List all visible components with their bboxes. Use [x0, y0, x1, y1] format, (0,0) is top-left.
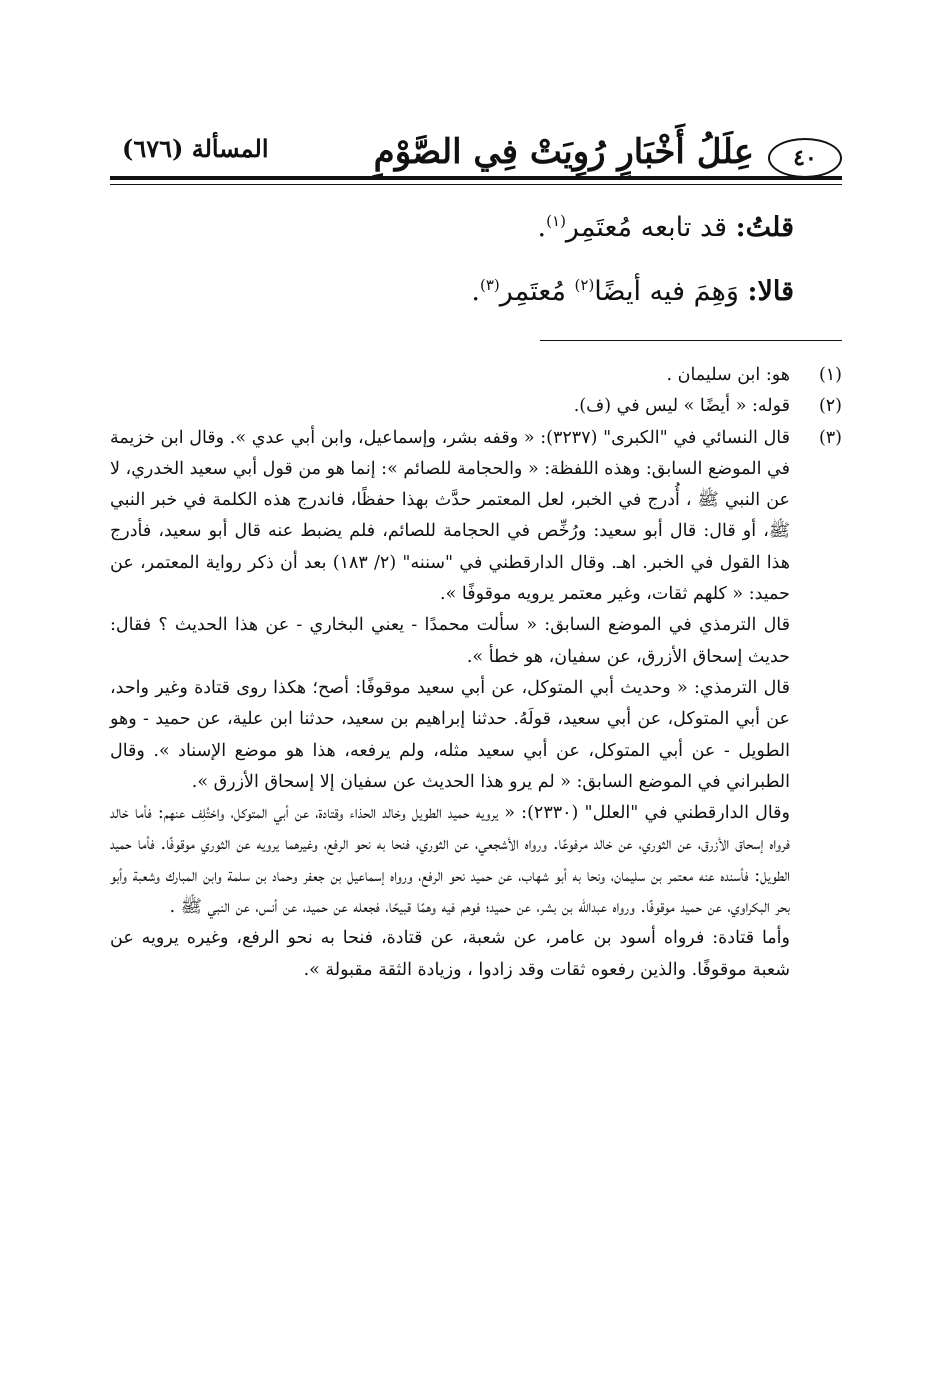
header-rule-thick: [110, 176, 842, 180]
page-number: ٤٠: [768, 138, 842, 178]
footnote-paragraph: قوله: « أيضًا » ليس في (ف).: [573, 396, 790, 417]
header-rule-thin: [110, 184, 842, 185]
footnote-mark: (٢): [818, 396, 842, 417]
footnote-paragraph: وقال الدارقطني في "العلل" (٢٣٣٠): « يرويه حميد الطويل وخالد الحذاء وقتادة، عن أبي المتوكل، واختُلِف عنهم: فأما خالد فرواه إسحاق الأزرق، عن الثوري، عن خالد مرفوعًا. ورواه الأشجعي، عن الثوري، فنحا به نحو الرفع، وغيرهما يرويه عن الثوري موقوفًا. فأما حميد الطويل: فأسنده عنه معتمر بن سليمان، ونحا به أبو شهاب، عن حميد نحو الرفع، ورواه إسماعيل بن جعفر وحماد بن سلمة وابن المبارك وشعبة وأبو بحر البكراوي، عن حميد موقوفًا. ورواه عبدالله بن بشر، عن حميد؛ فوهم فيه وهمًا قبيحًا، فجعله عن حميد، عن أنس، عن النبي ﷺ .: [110, 803, 790, 918]
line2-footnote-ref-2[interactable]: (٣): [479, 276, 500, 294]
footnote-paragraph: قال الترمذي في الموضع السابق: « سألت محمدًا - يعني البخاري - عن هذا الحديث ؟ فقال: حديث إسحاق الأزرق، عن سفيان، هو خطأ ».: [110, 615, 790, 667]
book-title: عِلَلُ أَخْبَارٍ رُوِيَتْ فِي الصَّوْمِ: [373, 132, 754, 172]
footnote-3: [110, 423, 842, 986]
footnote-2: [110, 391, 842, 422]
footnote-1: [110, 360, 842, 391]
line2-text-2: مُعتَمِر: [499, 276, 566, 307]
footnote-paragraph: وأما قتادة: فرواه أسود بن عامر، عن شعبة، عن قتادة، فنحا به نحو الرفع، وغيره يرويه عن شعبة موقوفًا. والذين رفعوه ثقات وقد زادوا ، وزيادة الثقة مقبولة ».: [110, 928, 790, 980]
main-line-1: [538, 212, 794, 243]
footnote-mark: (٣): [818, 427, 842, 448]
footnote-paragraph: هو: ابن سليمان .: [666, 365, 790, 385]
line2-label: قالا:: [747, 276, 794, 307]
footnotes: [110, 360, 842, 986]
line2-footnote-ref-1[interactable]: (٢): [574, 276, 595, 294]
issue-label: المسألة (٦٧٦): [122, 134, 269, 163]
line2-text: وَهِمَ فيه أيضًا: [594, 276, 739, 307]
footnote-separator: [540, 340, 842, 341]
line1-end: .: [537, 212, 547, 243]
line1-text: قد تابعه مُعتَمِر: [565, 212, 728, 243]
page-header: [110, 118, 842, 180]
line1-label: قلتُ:: [735, 212, 794, 243]
footnote-paragraph: قال النسائي في "الكبرى" (٣٢٣٧): « وقفه بشر، وإسماعيل، وابن أبي عدي ». وقال ابن خزيمة في الموضع السابق: وهذه اللفظة: « والحجامة للصائم »: إنما هو من قول أبي سعيد الخدري، لا عن النبي ﷺ ، أُدرج في الخبر، لعل المعتمر حدَّث بهذا حفظًا، فاندرج هذه الكلمة في خبر النبي ﷺ، أو قال: قال أبو سعيد: ورُخِّص في الحجامة للصائم، فلم يضبط عنه قال أبو سعيد، فأدرج هذا القول في الخبر. اهـ. وقال الدارقطني في "سننه" (٢/ ١٨٣) بعد أن ذكر رواية المعتمر، عن حميد: « كلهم ثقات، وغير معتمر يرويه موقوفًا ».: [110, 427, 791, 605]
line1-footnote-ref[interactable]: (١): [546, 212, 566, 230]
footnote-paragraph: قال الترمذي: « وحديث أبي المتوكل، عن أبي سعيد موقوفًا: أصح؛ هكذا روى قتادة وغير واحد، عن أبي المتوكل، عن أبي سعيد، قولَهُ. حدثنا إبراهيم بن سعيد، حدثنا ابن علية، عن حميد - وهو الطويل - عن أبي المتوكل، عن أبي سعيد مثله، ولم يرفعه، هذا هو موضع الإسناد ». وقال الطبراني في الموضع السابق: « لم يرو هذا الحديث عن سفيان إلا إسحاق الأزرق ».: [110, 677, 790, 792]
main-line-2: [471, 276, 794, 307]
line2-end: .: [471, 276, 480, 307]
footnote-mark: (١): [818, 365, 842, 385]
